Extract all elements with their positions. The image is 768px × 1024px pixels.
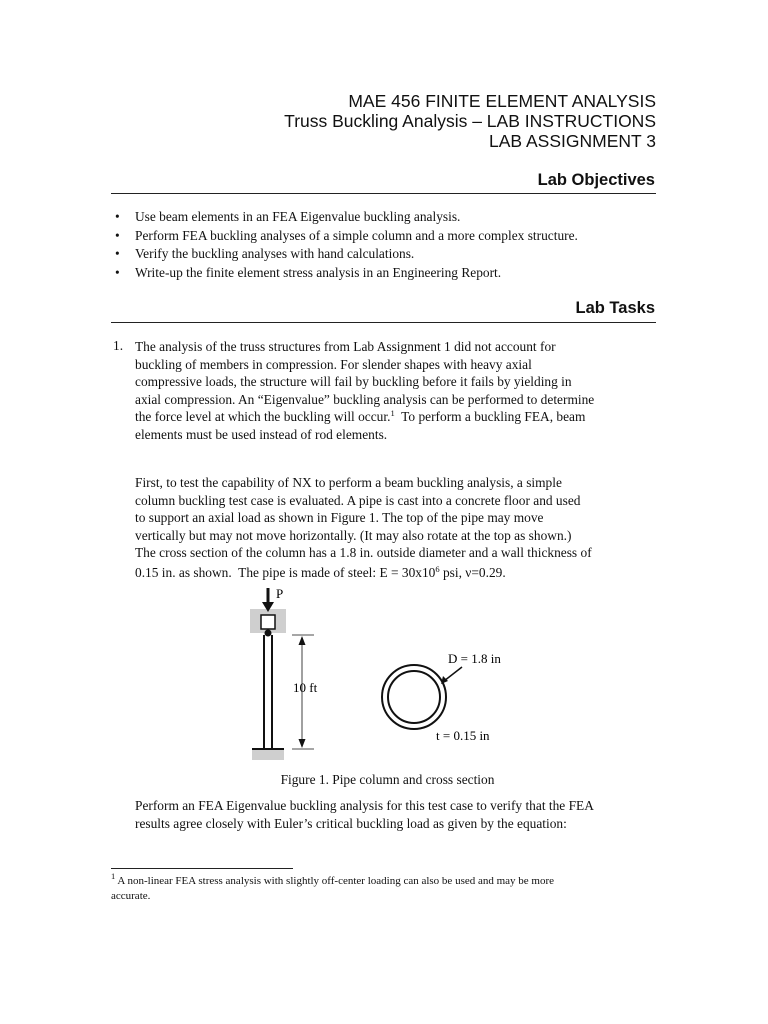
pipe-cross-section-inner: [388, 671, 440, 723]
text-line: to support an axial load as shown in Figure 1. The top of the pipe may move: [135, 510, 544, 526]
length-label: 10 ft: [293, 680, 318, 695]
objectives-list: [113, 208, 673, 282]
exponent: 6: [435, 563, 440, 574]
text-line: column buckling test case is evaluated. A pipe is cast into a concrete floor and used: [135, 492, 581, 508]
pipe-cross-section-outer: [382, 665, 446, 729]
text-line: elements must be used instead of rod elements.: [135, 426, 388, 442]
course-title: MAE 456 FINITE ELEMENT ANALYSIS: [348, 91, 656, 111]
tasks-heading: Lab Tasks: [575, 299, 655, 317]
text-line-main: 0.15 in. as shown. The pipe is made of steel: E = 30x10: [135, 564, 436, 580]
assignment-title: LAB ASSIGNMENT 3: [489, 131, 656, 151]
footnote-line: [111, 871, 651, 889]
thickness-label: t = 0.15 in: [436, 728, 490, 743]
figure-caption: Figure 1. Pipe column and cross section: [280, 772, 495, 787]
floor-block: [252, 750, 284, 760]
text-line: The analysis of the truss structures from Lab Assignment 1 did not account for: [135, 339, 556, 354]
task-paragraph-1: [135, 338, 655, 444]
text-line: [135, 408, 655, 426]
text-line-tail: psi, ν=0.29.: [439, 564, 506, 580]
text-line-tail: To perform a buckling FEA, beam: [394, 409, 586, 425]
diameter-leader-arrow: [441, 676, 448, 684]
text-line: compressive loads, the structure will fail by buckling before it fails by yielding in: [135, 374, 572, 390]
task-paragraph-2: [135, 474, 655, 582]
task-paragraph-3: [135, 797, 655, 832]
text-line: First, to test the capability of NX to perform a beam buckling analysis, a simple: [135, 475, 562, 490]
figure-pipe-column: [240, 585, 520, 770]
lab-subtitle: Truss Buckling Analysis – LAB INSTRUCTIONS: [284, 111, 656, 131]
list-item: • Write-up the finite element stress analysis in an Engineering Report.: [113, 264, 673, 283]
footnote-text: A non-linear FEA stress analysis with slightly off-center loading can also be used and may be more: [115, 875, 555, 887]
list-item: • Perform FEA buckling analyses of a simple column and a more complex structure.: [113, 227, 673, 246]
text-line: vertically but may not move horizontally. (It may also rotate at the top as shown.): [135, 527, 572, 543]
footnote: [111, 871, 651, 904]
diameter-leader: [444, 667, 462, 681]
text-line: results agree closely with Euler’s critical buckling load as given by the equation:: [135, 815, 567, 831]
footnote-ref[interactable]: 1: [390, 408, 395, 419]
text-line-main: the force level at which the buckling will occur.: [135, 409, 391, 425]
footnote-mark: 1: [111, 871, 116, 881]
text-line: axial compression. An “Eigenvalue” buckling analysis can be performed to determine: [135, 391, 595, 407]
objectives-divider: [111, 193, 656, 194]
footnote-divider: [111, 868, 293, 869]
list-item: • Use beam elements in an FEA Eigenvalue buckling analysis.: [113, 208, 673, 227]
pin-joint: [265, 630, 272, 637]
load-label: P: [276, 586, 284, 601]
task-number: 1.: [113, 338, 124, 353]
dimension-arrow-bottom: [299, 739, 306, 748]
text-line: buckling of members in compression. For slender shapes with heavy axial: [135, 356, 532, 372]
text-line: Perform an FEA Eigenvalue buckling analysis for this test case to verify that the FEA: [135, 798, 594, 813]
objectives-heading: Lab Objectives: [537, 171, 655, 189]
text-line: [135, 564, 655, 582]
diameter-label: D = 1.8 in: [448, 651, 501, 666]
footnote-line: accurate.: [111, 890, 151, 902]
text-line: The cross section of the column has a 1.8 in. outside diameter and a wall thickness of: [135, 545, 592, 561]
dimension-arrow-top: [299, 636, 306, 645]
pin-bracket: [261, 615, 275, 629]
list-item: • Verify the buckling analyses with hand calculations.: [113, 245, 673, 264]
document-header: [284, 91, 656, 151]
tasks-divider: [111, 322, 656, 323]
